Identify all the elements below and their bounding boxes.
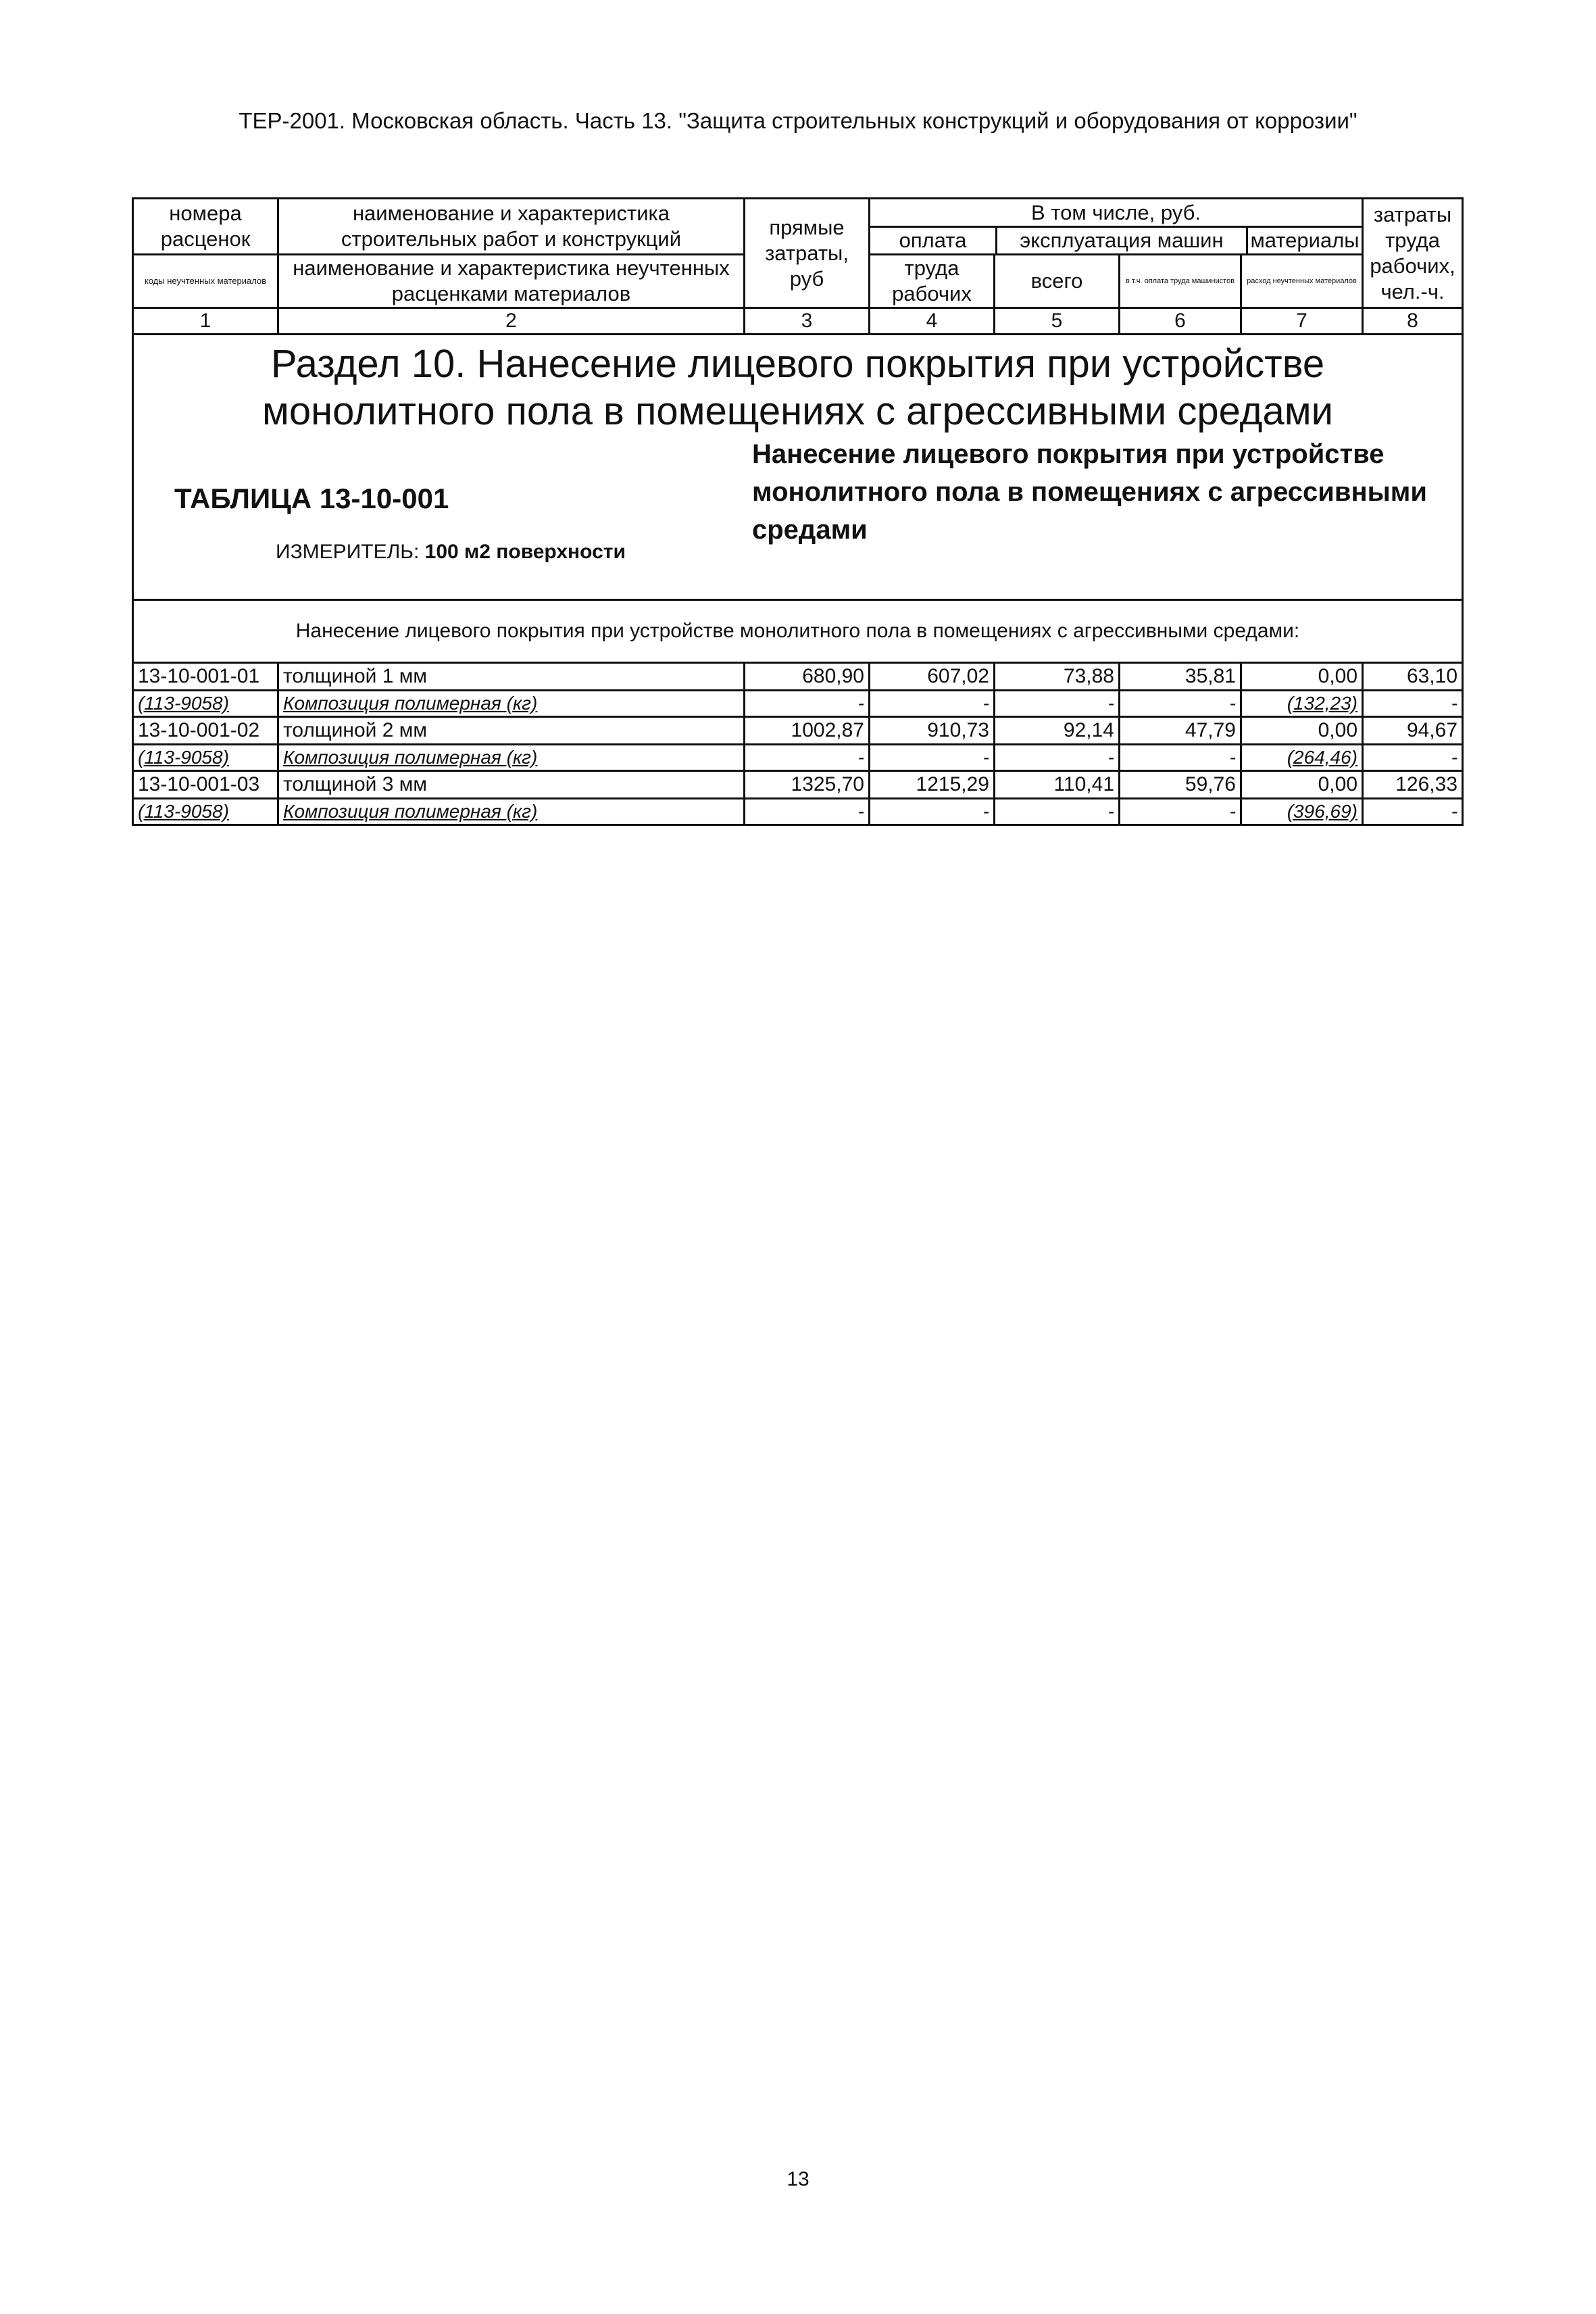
material-code: (113-9058) bbox=[133, 745, 278, 771]
column-number: 3 bbox=[745, 308, 870, 335]
column-number: 4 bbox=[870, 308, 995, 335]
section-title-line2: монолитного пола в помещениях с агрессивными средами bbox=[261, 389, 1334, 433]
material-hours: - bbox=[1363, 745, 1463, 771]
section-subheading: Нанесение лицевого покрытия при устройстве монолитного пола в помещениях с агрессивными средами: bbox=[133, 600, 1463, 663]
rate-name: толщиной 3 мм bbox=[278, 771, 745, 799]
rate-code: 13-10-001-03 bbox=[133, 771, 278, 799]
column-number: 1 bbox=[133, 308, 278, 335]
header-col7: расход неучтенных материалов bbox=[1241, 255, 1363, 308]
header-col6: в т.ч. оплата труда машинистов bbox=[1120, 255, 1241, 308]
header-col4: труда рабочих bbox=[870, 255, 995, 308]
column-number: 6 bbox=[1120, 308, 1241, 335]
meter-label: ИЗМЕРИТЕЛЬ: bbox=[276, 541, 420, 563]
material-name: Композиция полимерная (кг) bbox=[278, 745, 745, 771]
section-title-line1: Раздел 10. Нанесение лицевого покрытия при устройстве bbox=[270, 342, 1325, 386]
table-row bbox=[133, 799, 1463, 825]
material-labor: - bbox=[870, 799, 995, 825]
header-materials: материалы bbox=[1250, 228, 1360, 252]
material-amount: (396,69) bbox=[1241, 799, 1363, 825]
rates-table bbox=[132, 197, 1464, 826]
materials-cost: 0,00 bbox=[1241, 663, 1363, 691]
rate-code: 13-10-001-01 bbox=[133, 663, 278, 691]
table-row bbox=[133, 691, 1463, 717]
labor-hours: 94,67 bbox=[1363, 717, 1463, 745]
material-name: Композиция полимерная (кг) bbox=[278, 691, 745, 717]
header-col2-bottom: наименование и характеристика неучтенных расценками материалов bbox=[278, 255, 745, 308]
material-labor: - bbox=[870, 745, 995, 771]
material-amount: (264,46) bbox=[1241, 745, 1363, 771]
rate-name: толщиной 2 мм bbox=[278, 717, 745, 745]
machines-cost: 92,14 bbox=[995, 717, 1120, 745]
meter-value: 100 м2 поверхности bbox=[424, 541, 626, 563]
labor-cost: 1215,29 bbox=[870, 771, 995, 799]
section-block bbox=[133, 335, 1463, 600]
table-label: ТАБЛИЦА 13-10-001 bbox=[174, 483, 449, 514]
material-direct: - bbox=[745, 799, 870, 825]
materials-cost: 0,00 bbox=[1241, 771, 1363, 799]
rate-name: толщиной 1 мм bbox=[278, 663, 745, 691]
material-operators: - bbox=[1120, 799, 1241, 825]
material-name: Композиция полимерная (кг) bbox=[278, 799, 745, 825]
table-row bbox=[133, 771, 1463, 799]
header-group-sub bbox=[870, 228, 1362, 253]
page-header: ТЕР-2001. Московская область. Часть 13. "Защита строительных конструкций и оборудования от коррозии" bbox=[239, 108, 1357, 133]
header-machines: эксплуатация машин bbox=[997, 228, 1248, 253]
table-description: Нанесение лицевого покрытия при устройстве монолитного пола в помещениях с агрессивными средами bbox=[752, 439, 1427, 545]
labor-hours: 126,33 bbox=[1363, 771, 1463, 799]
material-operators: - bbox=[1120, 745, 1241, 771]
materials-cost: 0,00 bbox=[1241, 717, 1363, 745]
operators-cost: 35,81 bbox=[1120, 663, 1241, 691]
material-direct: - bbox=[745, 691, 870, 717]
column-number: 2 bbox=[278, 308, 745, 335]
header-col2-top: наименование и характеристика строительных работ и конструкций bbox=[278, 199, 745, 255]
operators-cost: 47,79 bbox=[1120, 717, 1241, 745]
header-col5: всего bbox=[995, 255, 1120, 308]
material-amount: (132,23) bbox=[1241, 691, 1363, 717]
material-hours: - bbox=[1363, 691, 1463, 717]
material-machines: - bbox=[995, 799, 1120, 825]
direct-cost: 680,90 bbox=[745, 663, 870, 691]
material-code: (113-9058) bbox=[133, 799, 278, 825]
material-direct: - bbox=[745, 745, 870, 771]
table-row bbox=[133, 717, 1463, 745]
header-col1-top: номера расценок bbox=[133, 199, 278, 255]
material-labor: - bbox=[870, 691, 995, 717]
material-hours: - bbox=[1363, 799, 1463, 825]
labor-cost: 910,73 bbox=[870, 717, 995, 745]
operators-cost: 59,76 bbox=[1120, 771, 1241, 799]
column-number: 8 bbox=[1363, 308, 1463, 335]
rate-code: 13-10-001-02 bbox=[133, 717, 278, 745]
material-operators: - bbox=[1120, 691, 1241, 717]
table-block bbox=[134, 435, 1462, 570]
column-number: 5 bbox=[995, 308, 1120, 335]
table-row bbox=[133, 663, 1463, 691]
page-number: 13 bbox=[787, 2168, 809, 2190]
header-col4-top: оплата bbox=[870, 228, 997, 253]
machines-cost: 73,88 bbox=[995, 663, 1120, 691]
labor-hours: 63,10 bbox=[1363, 663, 1463, 691]
column-number: 7 bbox=[1241, 308, 1363, 335]
header-group-cell bbox=[870, 199, 1363, 255]
labor-cost: 607,02 bbox=[870, 663, 995, 691]
machines-cost: 110,41 bbox=[995, 771, 1120, 799]
material-machines: - bbox=[995, 745, 1120, 771]
header-col1-bottom: коды неучтенных материалов bbox=[133, 255, 278, 308]
measurement-unit bbox=[276, 541, 626, 564]
table-row bbox=[133, 745, 1463, 771]
header-col3: прямые затраты, руб bbox=[745, 199, 870, 308]
header-group: В том числе, руб. bbox=[870, 200, 1362, 228]
direct-cost: 1002,87 bbox=[745, 717, 870, 745]
direct-cost: 1325,70 bbox=[745, 771, 870, 799]
material-code: (113-9058) bbox=[133, 691, 278, 717]
material-machines: - bbox=[995, 691, 1120, 717]
header-col8: затраты труда рабочих, чел.-ч. bbox=[1363, 199, 1463, 308]
